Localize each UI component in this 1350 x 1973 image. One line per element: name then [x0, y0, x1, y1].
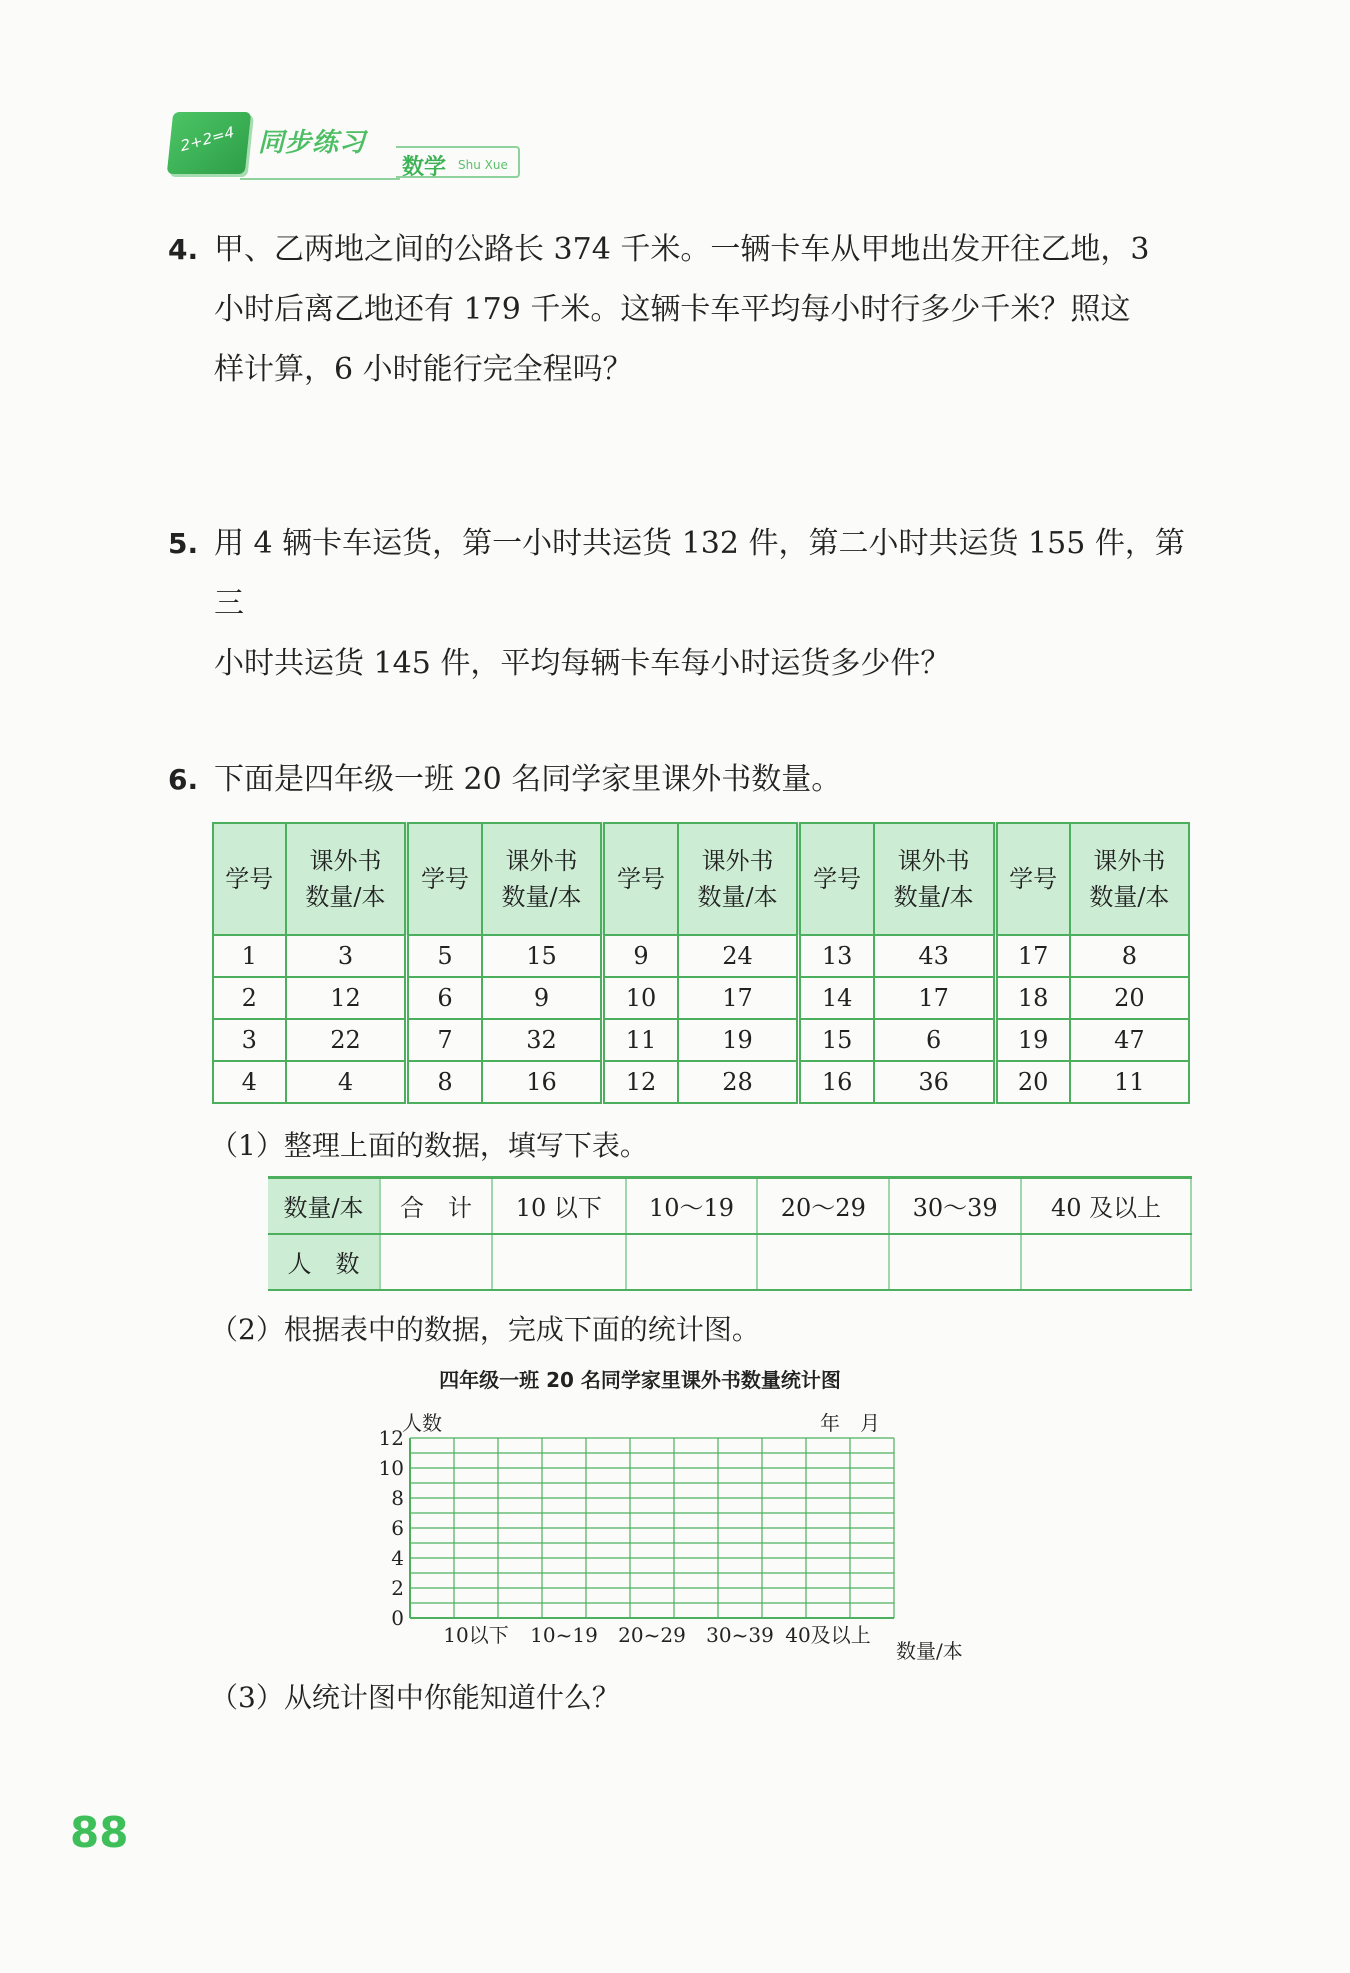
- subject-box: [396, 146, 520, 178]
- cell-count: 3: [286, 935, 407, 977]
- header-book-count: 课外书 数量/本: [678, 823, 799, 935]
- x-tick-label: 20~29: [618, 1623, 686, 1647]
- answer-blank[interactable]: [626, 1234, 758, 1290]
- cell-count: 36: [874, 1061, 995, 1103]
- question-line: 甲、乙两地之间的公路长 374 千米。一辆卡车从甲地出发开往乙地，3: [214, 232, 1150, 267]
- cell-count: 32: [482, 1019, 603, 1061]
- cell-count: 19: [678, 1019, 799, 1061]
- x-tick-labels: [443, 1623, 870, 1647]
- question-line: 小时共运货 145 件，平均每辆卡车每小时运货多少件？: [214, 646, 951, 681]
- summary-fill-table: [268, 1176, 1192, 1291]
- question-number: 4.: [168, 233, 199, 266]
- question-line: 下面是四年级一班 20 名同学家里课外书数量。: [214, 762, 842, 797]
- y-tick-label: 0: [391, 1606, 404, 1630]
- answer-blank[interactable]: [889, 1234, 1021, 1290]
- table-row: [213, 935, 1189, 977]
- part-2-instruction: （2）根据表中的数据，完成下面的统计图。: [210, 1313, 760, 1346]
- header-book-count: 课外书 数量/本: [482, 823, 603, 935]
- y-tick-label: 6: [391, 1516, 404, 1540]
- y-tick-label: 8: [391, 1486, 404, 1510]
- question-number: 5.: [168, 527, 199, 560]
- fill-header-cell: 20～29: [757, 1178, 889, 1234]
- cell-count: 11: [1070, 1061, 1189, 1103]
- header-student-id: 学号: [603, 823, 678, 935]
- x-tick-label: 10以下: [443, 1623, 509, 1647]
- header-student-id: 学号: [799, 823, 874, 935]
- cell-id: 7: [407, 1019, 482, 1061]
- answer-blank[interactable]: [380, 1234, 492, 1290]
- fill-header-cell: 40 及以上: [1021, 1178, 1191, 1234]
- cell-id: 17: [995, 935, 1070, 977]
- fill-header-cell: 10～19: [626, 1178, 758, 1234]
- cell-count: 47: [1070, 1019, 1189, 1061]
- part-1-instruction: （1）整理上面的数据，填写下表。: [210, 1129, 648, 1162]
- y-tick-label: 2: [391, 1576, 404, 1600]
- x-axis-label: 数量/本: [896, 1639, 963, 1663]
- cell-count: 9: [482, 977, 603, 1019]
- cell-count: 15: [482, 935, 603, 977]
- cell-id: 2: [213, 977, 286, 1019]
- question-line: 用 4 辆卡车运货，第一小时共运货 132 件，第二小时共运货 155 件，第三: [214, 526, 1185, 621]
- fill-header-cell: 合 计: [380, 1178, 492, 1234]
- header-book-count: 课外书 数量/本: [874, 823, 995, 935]
- cell-id: 11: [603, 1019, 678, 1061]
- header-book-count: 课外书 数量/本: [1070, 823, 1189, 935]
- series-tag: 同步练习: [258, 128, 367, 158]
- question-4: [168, 220, 1208, 400]
- cell-id: 14: [799, 977, 874, 1019]
- cell-count: 17: [874, 977, 995, 1019]
- header-student-id: 学号: [995, 823, 1070, 935]
- fill-header-row: [268, 1178, 1191, 1234]
- cell-id: 16: [799, 1061, 874, 1103]
- fill-answer-row: [268, 1234, 1191, 1290]
- y-tick-labels: [379, 1426, 404, 1630]
- subject-pinyin: Shu Xue: [458, 158, 508, 172]
- bar-chart-grid[interactable]: [360, 1400, 1000, 1680]
- chalkboard-icon: [167, 112, 252, 174]
- answer-blank[interactable]: [1021, 1234, 1191, 1290]
- part-3-instruction: （3）从统计图中你能知道什么？: [210, 1681, 620, 1714]
- question-6: [168, 750, 1208, 810]
- header-student-id: 学号: [407, 823, 482, 935]
- x-tick-label: 30~39: [706, 1623, 774, 1647]
- cell-id: 18: [995, 977, 1070, 1019]
- answer-blank[interactable]: [492, 1234, 626, 1290]
- table-header-row: [213, 823, 1189, 935]
- table-row: [213, 1061, 1189, 1103]
- page-number: 88: [70, 1808, 129, 1857]
- cell-count: 22: [286, 1019, 407, 1061]
- cell-count: 4: [286, 1061, 407, 1103]
- y-tick-label: 10: [378, 1456, 404, 1480]
- y-tick-label: 4: [391, 1546, 404, 1570]
- y-tick-label: 12: [378, 1426, 404, 1450]
- question-line: 小时后离乙地还有 179 千米。这辆卡车平均每小时行多少千米？照这: [214, 292, 1131, 327]
- chalkboard-text: 2+2=4: [179, 122, 236, 156]
- question-line: 样计算，6 小时能行完全程吗？: [214, 352, 633, 387]
- cell-count: 12: [286, 977, 407, 1019]
- cell-count: 17: [678, 977, 799, 1019]
- fill-header-cell: 10 以下: [492, 1178, 626, 1234]
- fill-row-label: 人 数: [268, 1234, 380, 1290]
- cell-id: 6: [407, 977, 482, 1019]
- cell-id: 13: [799, 935, 874, 977]
- cell-id: 8: [407, 1061, 482, 1103]
- cell-id: 1: [213, 935, 286, 977]
- cell-id: 9: [603, 935, 678, 977]
- question-5: [168, 514, 1208, 694]
- date-label: 年 月: [820, 1411, 880, 1435]
- cell-count: 8: [1070, 935, 1189, 977]
- cell-id: 3: [213, 1019, 286, 1061]
- cell-count: 16: [482, 1061, 603, 1103]
- cell-count: 20: [1070, 977, 1189, 1019]
- x-tick-label: 10~19: [530, 1623, 598, 1647]
- table-row: [213, 1019, 1189, 1061]
- answer-blank[interactable]: [757, 1234, 889, 1290]
- cell-count: 43: [874, 935, 995, 977]
- table-row: [213, 977, 1189, 1019]
- x-tick-label: 40及以上: [785, 1623, 871, 1647]
- cell-id: 5: [407, 935, 482, 977]
- fill-header-cell: 30～39: [889, 1178, 1021, 1234]
- header-divider: [240, 178, 400, 180]
- cell-id: 10: [603, 977, 678, 1019]
- cell-count: 6: [874, 1019, 995, 1061]
- y-axis-label: 人数: [402, 1411, 442, 1435]
- cell-id: 12: [603, 1061, 678, 1103]
- cell-id: 15: [799, 1019, 874, 1061]
- book-count-table: [212, 822, 1190, 1104]
- cell-id: 4: [213, 1061, 286, 1103]
- question-number: 6.: [168, 763, 199, 796]
- subject-title: 数学: [402, 155, 447, 180]
- cell-id: 19: [995, 1019, 1070, 1061]
- chart-gridlines: [410, 1438, 894, 1618]
- header-book-count: 课外书 数量/本: [286, 823, 407, 935]
- header-student-id: 学号: [213, 823, 286, 935]
- cell-id: 20: [995, 1061, 1070, 1103]
- chart-title: 四年级一班 20 名同学家里课外书数量统计图: [439, 1368, 841, 1392]
- cell-count: 24: [678, 935, 799, 977]
- cell-count: 28: [678, 1061, 799, 1103]
- page-header: [170, 108, 520, 184]
- fill-row-label: 数量/本: [268, 1178, 380, 1234]
